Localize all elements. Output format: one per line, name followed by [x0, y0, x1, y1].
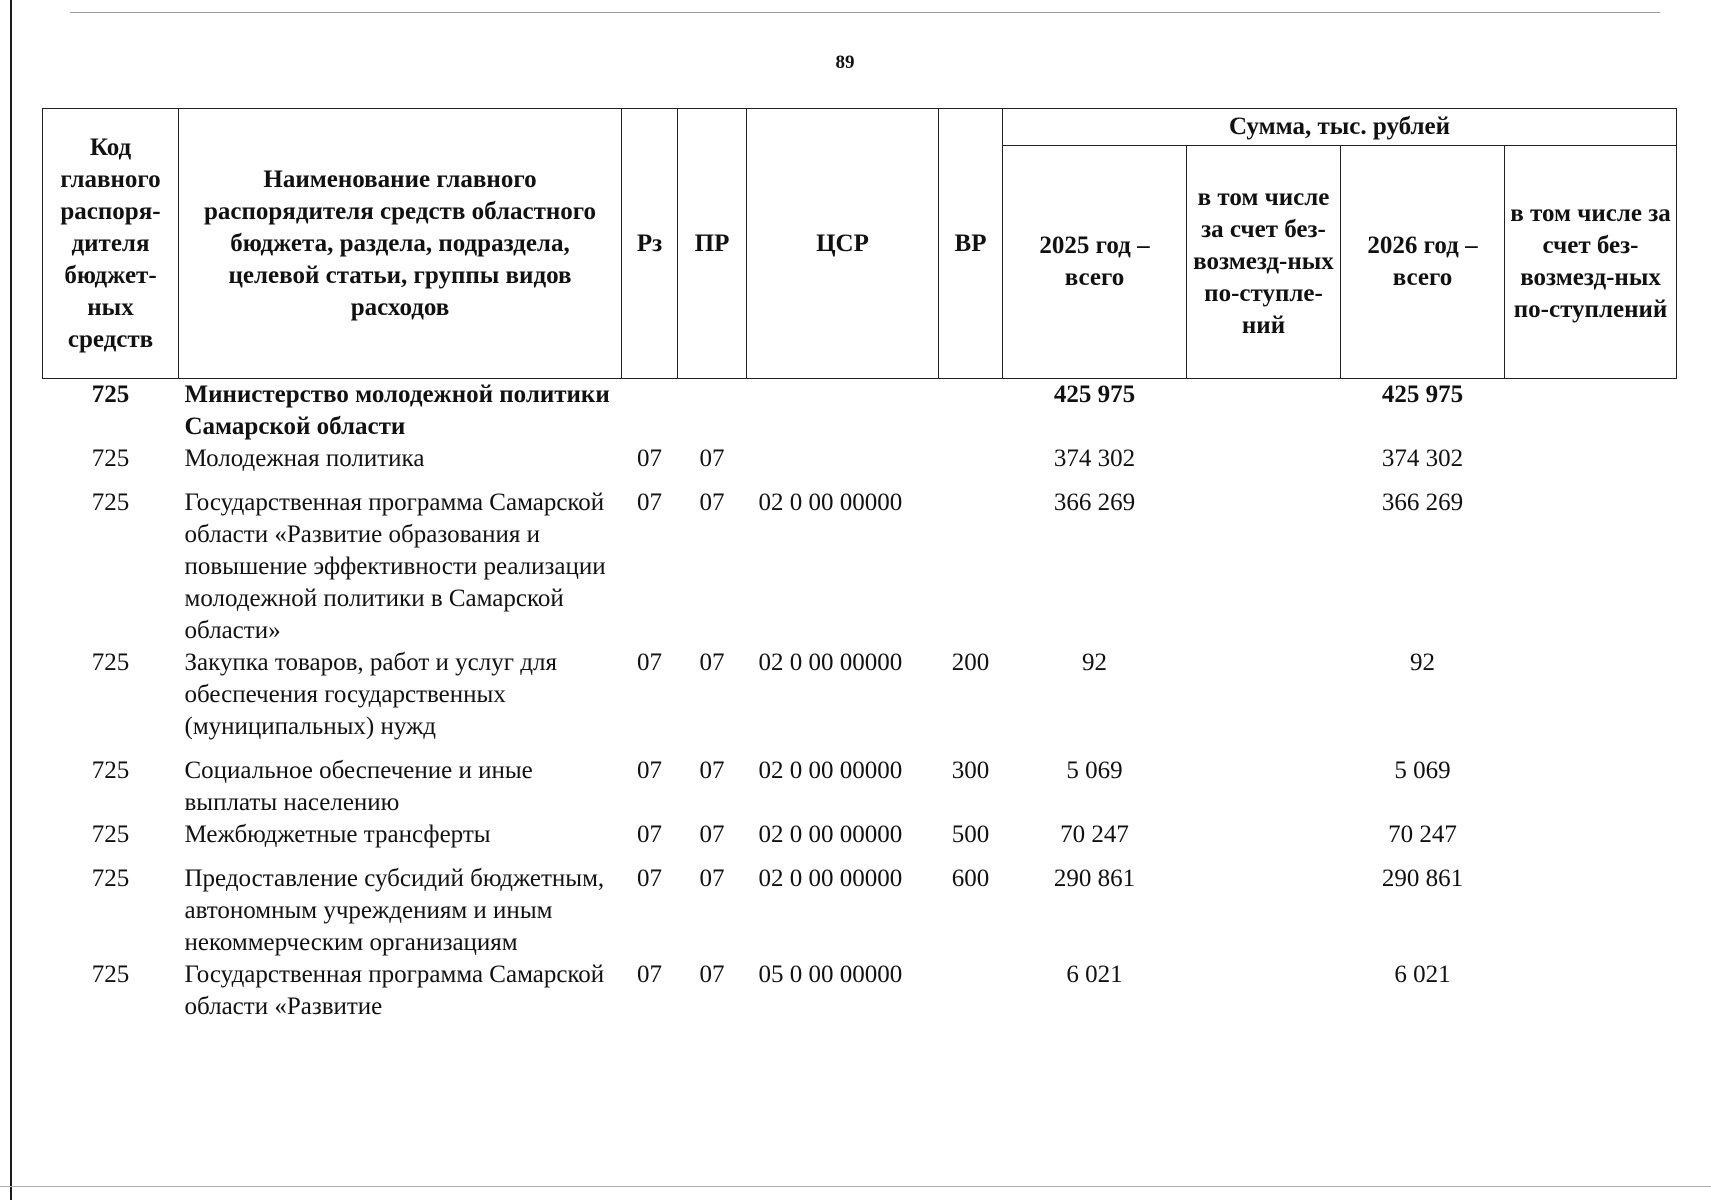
- page-number: 89: [835, 52, 855, 73]
- cell-code: 725: [91, 961, 130, 988]
- table-row: [43, 819, 1677, 863]
- cell-2025-free: [1187, 819, 1341, 863]
- scan-line-top: [70, 12, 1660, 13]
- cell-csr: [747, 443, 939, 487]
- cell-pr: 07: [699, 961, 725, 988]
- cell-vr: 500: [951, 821, 990, 848]
- cell-2025-total: 425 975: [1053, 381, 1136, 408]
- table-body: [43, 379, 1677, 1024]
- cell-2026-free: [1505, 379, 1677, 444]
- cell-2026-free: [1505, 863, 1677, 959]
- header-2025-total: 2025 год – всего: [1003, 146, 1187, 379]
- cell-vr: [939, 487, 1003, 647]
- cell-2026-free: [1505, 647, 1677, 755]
- cell-pr: 07: [699, 445, 725, 472]
- cell-2025-free: [1187, 379, 1341, 444]
- cell-csr: 02 0 00 00000: [758, 821, 903, 848]
- cell-rz: 07: [637, 489, 662, 516]
- cell-name: Государственная программа Самарской области «Развитие образования и повышение эффективности реализации молодежной политики в Самарской области»: [184, 489, 606, 644]
- cell-csr: 02 0 00 00000: [758, 649, 903, 676]
- cell-rz: 07: [637, 445, 662, 472]
- cell-rz: 07: [637, 649, 662, 676]
- cell-2026-total: 425 975: [1381, 381, 1464, 408]
- cell-vr: 600: [951, 865, 990, 892]
- cell-2026-free: [1505, 959, 1677, 1023]
- cell-rz: 07: [637, 961, 662, 988]
- cell-name: Межбюджетные трансферты: [184, 821, 491, 848]
- header-2025-free: в том числе за счет без-возмезд-ных по-ступле-ний: [1187, 146, 1341, 379]
- cell-name: Предоставление субсидий бюджетным, автономным учреждениям и иным некоммерческим организациям: [184, 865, 605, 956]
- cell-vr: 200: [951, 649, 990, 676]
- header-pr: ПР: [678, 109, 747, 379]
- cell-csr: 02 0 00 00000: [758, 865, 903, 892]
- table-row: [43, 863, 1677, 959]
- cell-vr: [939, 379, 1003, 444]
- cell-2026-free: [1505, 443, 1677, 487]
- scan-line-bottom: [0, 1186, 1711, 1187]
- cell-2025-total: 366 269: [1053, 489, 1136, 516]
- cell-pr: 07: [699, 757, 725, 784]
- cell-vr: [939, 443, 1003, 487]
- header-code: Код главного распоря-дителя бюджет-ных средств: [43, 109, 179, 379]
- cell-code: 725: [91, 381, 130, 408]
- header-2026-free: в том числе за счет без-возмезд-ных по-ступлений: [1505, 146, 1677, 379]
- table-row: [43, 443, 1677, 487]
- header-sum-group: Сумма, тыс. рублей: [1003, 109, 1677, 146]
- cell-csr: 02 0 00 00000: [758, 757, 903, 784]
- cell-code: 725: [91, 489, 130, 516]
- cell-2026-total: 290 861: [1381, 865, 1464, 892]
- cell-2025-free: [1187, 959, 1341, 1023]
- cell-pr: [678, 379, 747, 444]
- cell-name: Закупка товаров, работ и услуг для обеспечения государственных (муниципальных) нужд: [184, 649, 557, 740]
- cell-rz: [622, 379, 678, 444]
- cell-csr: 02 0 00 00000: [758, 489, 903, 516]
- cell-name: Социальное обеспечение и иные выплаты населению: [184, 757, 533, 816]
- table-row: [43, 487, 1677, 647]
- scan-edge-left: [10, 0, 12, 1200]
- cell-2025-free: [1187, 863, 1341, 959]
- cell-2025-total: 290 861: [1053, 865, 1136, 892]
- cell-2025-total: 5 069: [1066, 757, 1123, 784]
- header-csr: ЦСР: [747, 109, 939, 379]
- table-row: [43, 755, 1677, 819]
- cell-2025-free: [1187, 755, 1341, 819]
- cell-2026-free: [1505, 755, 1677, 819]
- cell-2026-total: 374 302: [1381, 445, 1464, 472]
- cell-rz: 07: [637, 757, 662, 784]
- cell-2026-total: 6 021: [1394, 961, 1451, 988]
- cell-code: 725: [91, 865, 130, 892]
- header-vr: ВР: [939, 109, 1003, 379]
- cell-code: 725: [91, 649, 130, 676]
- cell-2026-total: 5 069: [1394, 757, 1451, 784]
- cell-pr: 07: [699, 489, 725, 516]
- cell-vr: [939, 959, 1003, 1023]
- cell-code: 725: [91, 821, 130, 848]
- header-rz: Рз: [622, 109, 678, 379]
- cell-csr: 05 0 00 00000: [758, 961, 903, 988]
- header-2026-total: 2026 год – всего: [1341, 146, 1505, 379]
- cell-2026-total: 70 247: [1388, 821, 1457, 848]
- cell-rz: 07: [637, 821, 662, 848]
- table-row: [43, 647, 1677, 755]
- cell-2026-free: [1505, 819, 1677, 863]
- cell-vr: 300: [951, 757, 990, 784]
- cell-2025-free: [1187, 647, 1341, 755]
- cell-code: 725: [91, 445, 130, 472]
- cell-2026-total: 366 269: [1381, 489, 1464, 516]
- cell-name: Молодежная политика: [184, 445, 425, 472]
- cell-code: 725: [91, 757, 130, 784]
- cell-2025-free: [1187, 443, 1341, 487]
- cell-2025-free: [1187, 487, 1341, 647]
- cell-2026-total: 92: [1410, 649, 1435, 676]
- cell-name: Государственная программа Самарской области «Развитие: [184, 961, 605, 1020]
- cell-csr: [747, 379, 939, 444]
- cell-rz: 07: [637, 865, 662, 892]
- cell-2026-free: [1505, 487, 1677, 647]
- table-row: [43, 959, 1677, 1023]
- cell-pr: 07: [699, 865, 725, 892]
- header-name: Наименование главного распорядителя средств областного бюджета, раздела, подраздела, целевой статьи, группы видов расходов: [179, 109, 622, 379]
- cell-pr: 07: [699, 821, 725, 848]
- cell-2025-total: 92: [1082, 649, 1107, 676]
- cell-2025-total: 6 021: [1066, 961, 1123, 988]
- cell-2025-total: 70 247: [1060, 821, 1129, 848]
- budget-table: [42, 108, 1677, 1023]
- table-header: [43, 109, 1677, 379]
- cell-pr: 07: [699, 649, 725, 676]
- cell-2025-total: 374 302: [1053, 445, 1136, 472]
- cell-name: Министерство молодежной политики Самарской области: [184, 381, 610, 440]
- table-row: [43, 379, 1677, 444]
